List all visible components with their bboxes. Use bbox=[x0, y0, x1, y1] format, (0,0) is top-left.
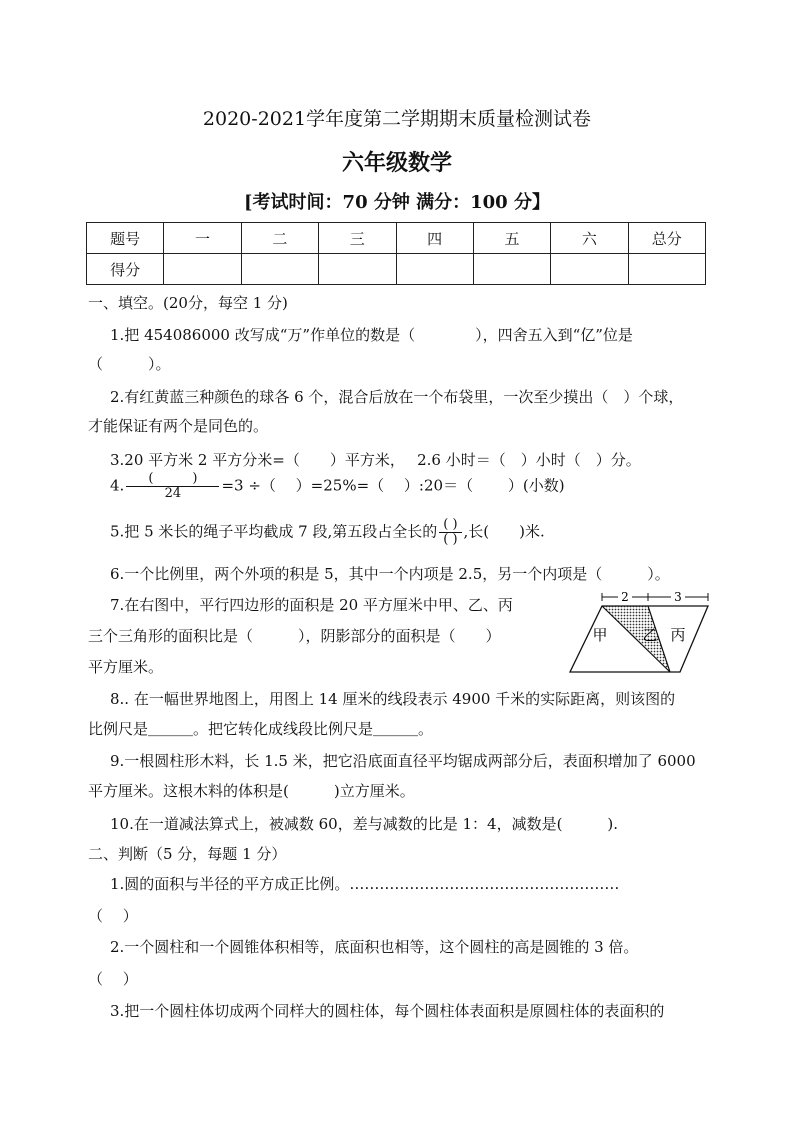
score-table bbox=[86, 222, 706, 285]
exam-subtitle: 六年级数学 bbox=[341, 150, 452, 176]
q5-rest: ,长( )米. bbox=[463, 522, 545, 541]
q6-line: 6.一个比例里，两个外项的积是 5，其中一个内项是 2.5，另一个内项是（ ）。 bbox=[110, 565, 670, 583]
score-cell[interactable] bbox=[164, 254, 241, 285]
s2-q3-line1: 3.把一个圆柱体切成两个同样大的圆柱体，每个圆柱体表面积是原圆柱体的表面积的 bbox=[110, 1002, 665, 1020]
score-cell[interactable] bbox=[396, 254, 473, 285]
score-cell[interactable] bbox=[319, 254, 396, 285]
q5-line bbox=[110, 518, 545, 547]
dimension-label-left: 2 bbox=[621, 590, 629, 604]
q3-line: 3.20 平方米 2 平方分米=（ ）平方米， 2.6 小时＝（ ）小时（ ）分。 bbox=[110, 451, 641, 469]
score-table-header-row bbox=[87, 223, 706, 254]
q5-numerator: ( ) bbox=[439, 518, 461, 533]
score-cell[interactable] bbox=[473, 254, 550, 285]
triangle-label-c: 丙 bbox=[670, 626, 686, 644]
q1-line2: （ ）。 bbox=[88, 355, 171, 373]
q9-line1: 9.一根圆柱形木料，长 1.5 米，把它沿底面直径平均锯成两部分后，表面积增加了 6000 bbox=[110, 752, 696, 770]
exam-info: [考试时间：70 分钟 满分：100 分】 bbox=[244, 192, 550, 213]
q9-line2: 平方厘米。这根木料的体积是( )立方厘米。 bbox=[88, 782, 415, 800]
s2-q2-line2: （ ） bbox=[88, 970, 138, 988]
q4-rest: =3 ÷（ ）=25%=（ ）:20＝（ ）(小数) bbox=[221, 476, 565, 495]
score-header-cell: 四 bbox=[396, 223, 473, 254]
q7-line2: 三个三角形的面积比是（ ），阴影部分的面积是（ ） bbox=[88, 627, 501, 645]
q4-prefix: 4. bbox=[110, 476, 125, 495]
q2-line1: 2.有红黄蓝三种颜色的球各 6 个，混合后放在一个布袋里，一次至少摸出（ ）个球， bbox=[110, 388, 684, 406]
triangle-label-b: 乙 bbox=[642, 626, 658, 644]
q4-fraction bbox=[126, 472, 219, 501]
score-table-score-row bbox=[87, 254, 706, 285]
section1-heading: 一、填空。(20分，每空 1 分) bbox=[88, 294, 288, 312]
s2-q1-line1: 1.圆的面积与半径的平方成正比例。……………………………………………… bbox=[110, 875, 620, 893]
score-header-cell: 六 bbox=[551, 223, 628, 254]
q5-denominator: ( ) bbox=[443, 532, 458, 547]
q7-line3: 平方厘米。 bbox=[88, 658, 164, 676]
q2-line2: 才能保证有两个是同色的。 bbox=[88, 417, 269, 435]
score-row-label: 得分 bbox=[87, 254, 164, 285]
q4-numerator: ( ) bbox=[126, 472, 219, 487]
q1-line1: 1.把 454086000 改写成“万”作单位的数是（ ），四舍五入到“亿”位是 bbox=[110, 326, 633, 344]
score-cell[interactable] bbox=[551, 254, 628, 285]
score-header-cell: 三 bbox=[319, 223, 396, 254]
q4-denominator: 24 bbox=[164, 486, 182, 501]
q5-prefix: 5.把 5 米长的绳子平均截成 7 段,第五段占全长的 bbox=[110, 522, 438, 541]
score-header-cell: 五 bbox=[473, 223, 550, 254]
parallelogram-figure bbox=[566, 590, 712, 676]
score-header-cell: 题号 bbox=[87, 223, 164, 254]
q10-line: 10.在一道减法算式上，被减数 60，差与减数的比是 1：4，减数是( ). bbox=[110, 815, 619, 833]
s2-q1-line2: （ ） bbox=[88, 907, 138, 925]
q5-fraction bbox=[439, 518, 461, 547]
score-header-cell: 二 bbox=[241, 223, 318, 254]
q8-line2: 比例尺是＿＿＿。把它转化成线段比例尺是＿＿＿。 bbox=[88, 720, 434, 738]
score-header-cell: 总分 bbox=[628, 223, 705, 254]
score-cell[interactable] bbox=[628, 254, 705, 285]
q7-line1: 7.在右图中，平行四边形的面积是 20 平方厘米中甲、乙、丙 bbox=[110, 596, 513, 614]
section2-heading: 二、判断（5 分，每题 1 分） bbox=[88, 845, 287, 863]
triangle-label-a: 甲 bbox=[592, 626, 608, 644]
dimension-label-right: 3 bbox=[674, 590, 682, 604]
score-cell[interactable] bbox=[241, 254, 318, 285]
exam-title: 2020-2021学年度第二学期期末质量检测试卷 bbox=[202, 108, 592, 130]
s2-q2-line1: 2.一个圆柱和一个圆锥体积相等，底面积也相等，这个圆柱的高是圆锥的 3 倍。 bbox=[110, 938, 639, 956]
score-header-cell: 一 bbox=[164, 223, 241, 254]
q4-line bbox=[110, 472, 565, 501]
q8-line1: 8.. 在一幅世界地图上，用图上 14 厘米的线段表示 4900 千米的实际距离，则该图的 bbox=[110, 690, 676, 708]
